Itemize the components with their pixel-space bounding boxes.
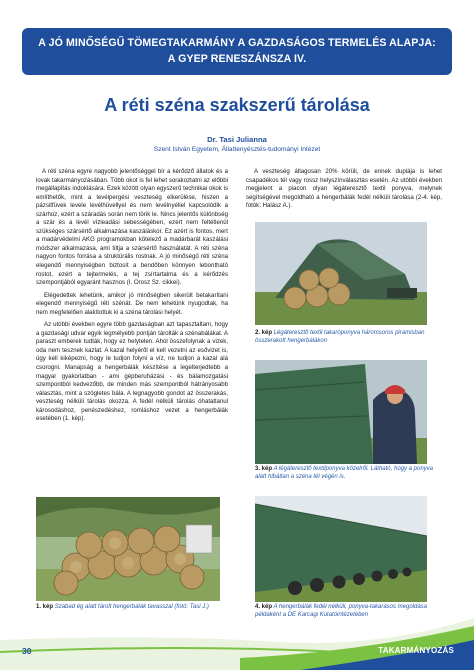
paragraph: Az utóbbi években egyre több gazdaságban azt tapasztaltam, hogy a gazdasági udvar egyik legmélyebb pontján tárolták a szénabálákat. A paraszt emberek tudták, hogy ez helytelen. Ahol összefolynak a vizek, oda nem tesznek kazlat. A kazal helyéről el kell vezetni az esővizet is, úgy kell kiképezni, hogy le tudjon folyni a víz, ne tudjon a kazal alá csorogni. Manapság a hengerbálák készítése a legelterjedtebb a magyar gyakorlatban - ami gépberuházási - és bálamozgatási szempontból kedvezőbb, de minden más szempontból hátrányosabb választás, mint a szögletes bála. A legnagyobb gondot az összerakás, veszteség nélküli tárolás okozza. A fedél nélküli tárolás óhatatlanul károsodáshoz, penészedéshez, romláshoz vezet a hengerbálák esetében (1. kép). xyxy=(36,321,228,423)
figure-1-text: Szabad ég alatt tárolt hengerbálák tavasszal (fotó: Tasi J.) xyxy=(54,604,209,610)
figure-3-caption xyxy=(255,466,437,482)
figure-4-number: 4. kép xyxy=(255,604,273,610)
figure-2-number: 2. kép xyxy=(255,330,273,336)
photo-2 xyxy=(255,222,427,325)
article-affiliation: Szent István Egyetem, Állattenyésztés-tudományi Intézet xyxy=(153,146,321,153)
photo-4 xyxy=(255,496,427,602)
article-author: Dr. Tasi Julianna xyxy=(207,135,267,144)
photo-1 xyxy=(36,497,220,601)
paragraph: A réti széna egyre nagyobb jelentőséggel bír a kérődző állatok és a lovak takarmányozásában. Több okot is fel lehet sorakoztatni az előbbi megállapítás indoklására. Ezek között olyan egyszerű technikai okok is említhetők, mint a levélpergési veszteség elkerülése, hiszen a pázsitfüvek levele levélhüvellyel és nem levélnyéllel kapcsolódik a szárhoz, ezért a száradás során nem törik le. Nincs jelentős különbség a szár és a levél vízleadási sebességében, ezért nem feltétlenül szükséges szársértő alkalmazása kaszáláskor. Ez azért is fontos, mert a madárvédelmi AKG programokban kötelező a madárbarát kaszálási módszer alkalmazása, ami tiltja a szársértő használatát. A réti széna nagyon fontos forrása a struktúrális rostnak. A jó minőségű réti széna elegendő mennyiségben biztosít a bendőben könnyen lebontható rostot, ezért a tejtermelés, a tej zsírtartalma és a kérődzés szempontjából egyaránt hasznos (I. Orosz Sz. cikkei). xyxy=(36,168,228,287)
figure-3-text: A légáteresztő textilponyva közelről. Látható, hogy a ponyva alatt hibátlan a széna tél végén is. xyxy=(255,466,434,480)
article-title: A réti széna szakszerű tárolása xyxy=(104,95,370,115)
page-number: 30 xyxy=(22,646,32,656)
paragraph: Elégedettek lehetünk, amikor jó minőségben sikerült betakarítani elegendő mennyiségű réti szénát. De nem lehetünk nyugodtak, ha nem megfelelően alakítottuk ki a széna tárolási helyét. xyxy=(36,291,228,316)
banner-line-1: A JÓ MINŐSÉGŰ TÖMEGTAKARMÁNY A GAZDASÁGOS TERMELÉS ALAPJA: xyxy=(38,37,436,49)
right-column-text: A veszteség átlagosan 20% körüli, de ennek duplája is lehet csapadékos tél vagy rossz helyszínválasztás esetén. Az utóbbi években megjelent a piacon olyan légáteresztő textil ponyva, melynek segítségével megoldható a hengerbálák fedél nélküli tárolása (2-4. kép, fotók: Halász A.). xyxy=(246,168,442,210)
banner-line-2: A GYEP RENESZÁNSZA IV. xyxy=(167,53,307,65)
left-column-text xyxy=(36,168,228,428)
figure-2-text: Légáteresztő textil takaróponyva háromsoros piramisban összerakott hengerbálákon xyxy=(255,330,425,344)
footer-wave xyxy=(0,600,474,670)
figure-1-number: 1. kép xyxy=(36,604,54,610)
figure-4-text: A hengerbálák fedél nélküli, ponyva-takarásos megoldása példaként a DE Karcagi Kutatóintézetében xyxy=(255,604,428,618)
figure-3-number: 3. kép xyxy=(255,466,273,472)
section-label: TAKARMÁNYOZÁS xyxy=(378,646,454,655)
figure-2-caption xyxy=(255,330,437,346)
header-banner xyxy=(22,28,452,75)
photo-3 xyxy=(255,360,427,464)
